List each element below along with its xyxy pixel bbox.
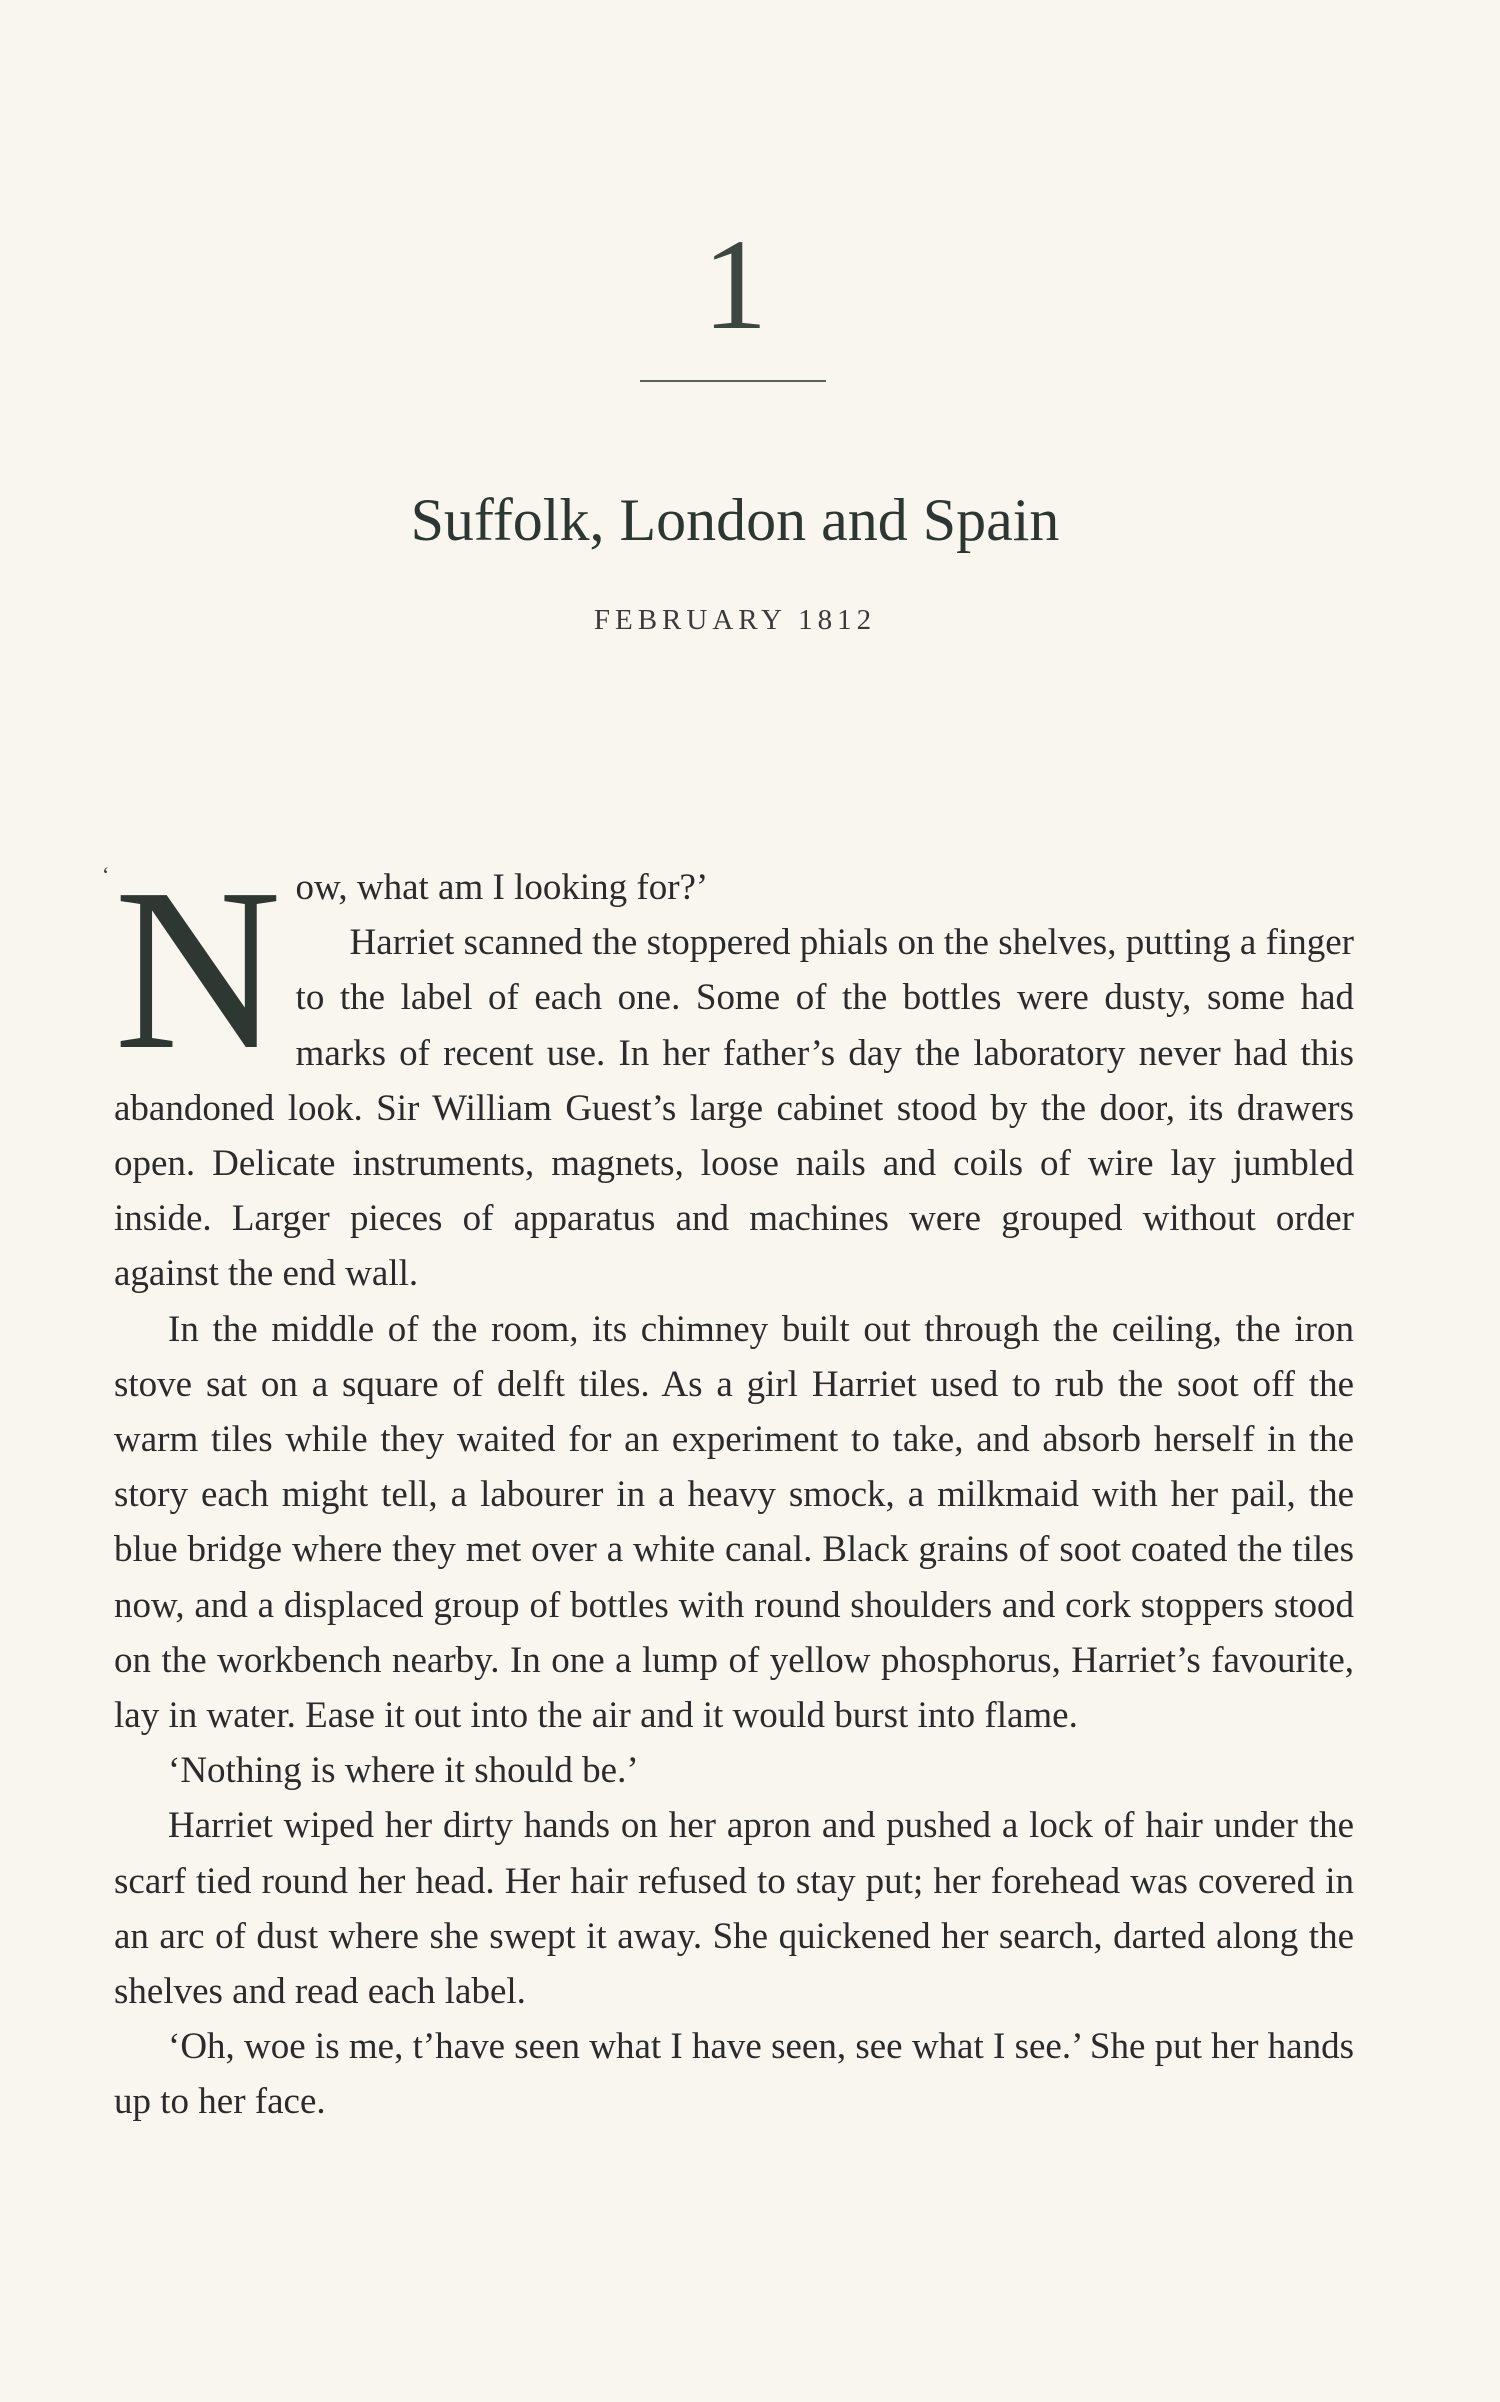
paragraph-3: In the middle of the room, its chimney built out through the ceiling, the iron stove sat on a square of delft tiles. As a girl Harriet used to rub the soot off the warm tiles while they waited for an experiment to take, and absorb herself in the story each might tell, a labourer in a heavy smock, a milkmaid with her pail, the blue bridge where they met over a white canal. Black grains of soot coated the tiles now, and a displaced group of bottles with round shoulders and cork stoppers stood on the workbench nearby. In one a lump of yellow phosphorus, Harriet’s favourite, lay in water. Ease it out into the air and it would burst into flame. [114,1308,1354,1737]
paragraph-1 [102,841,1354,1098]
drop-cap-letter: N [114,841,282,1098]
chapter-title: Suffolk, London and Spain [410,487,1060,553]
paragraph-6: ‘Oh, woe is me, t’have seen what I have seen, see what I see.’ She put her hands up to her face. [114,2026,1354,2123]
paragraph-2: Harriet scanned the stoppered phials on the shelves, putting a finger to the label of each one. Some of the bottles were dusty, some had marks of recent use. In her father’s day the laboratory never had this abandoned look. Sir William Guest’s large cabinet stood by the door, its drawers open. Delicate instruments, magnets, loose nails and coils of wire lay jumbled inside. Larger pieces of apparatus and machines were grouped without order against the end wall. [114,922,1354,1295]
chapter-body [102,841,1354,2130]
paragraph-5: Harriet wiped her dirty hands on her apron and pushed a lock of hair under the scarf tied round her head. Her hair refused to stay put; her forehead was covered in an arc of dust where she swept it away. She quickened her search, darted along the shelves and read each label. [114,1805,1354,2013]
chapter-date: FEBRUARY 1812 [593,604,877,636]
drop-cap-quote: ‘ [102,862,110,887]
drop-cap [102,841,282,1098]
paragraph-4: ‘Nothing is where it should be.’ [168,1750,639,1792]
chapter-divider [640,380,826,382]
paragraph-1-text: ow, what am I looking for?’ [295,867,709,908]
chapter-number: 1 [702,213,768,357]
